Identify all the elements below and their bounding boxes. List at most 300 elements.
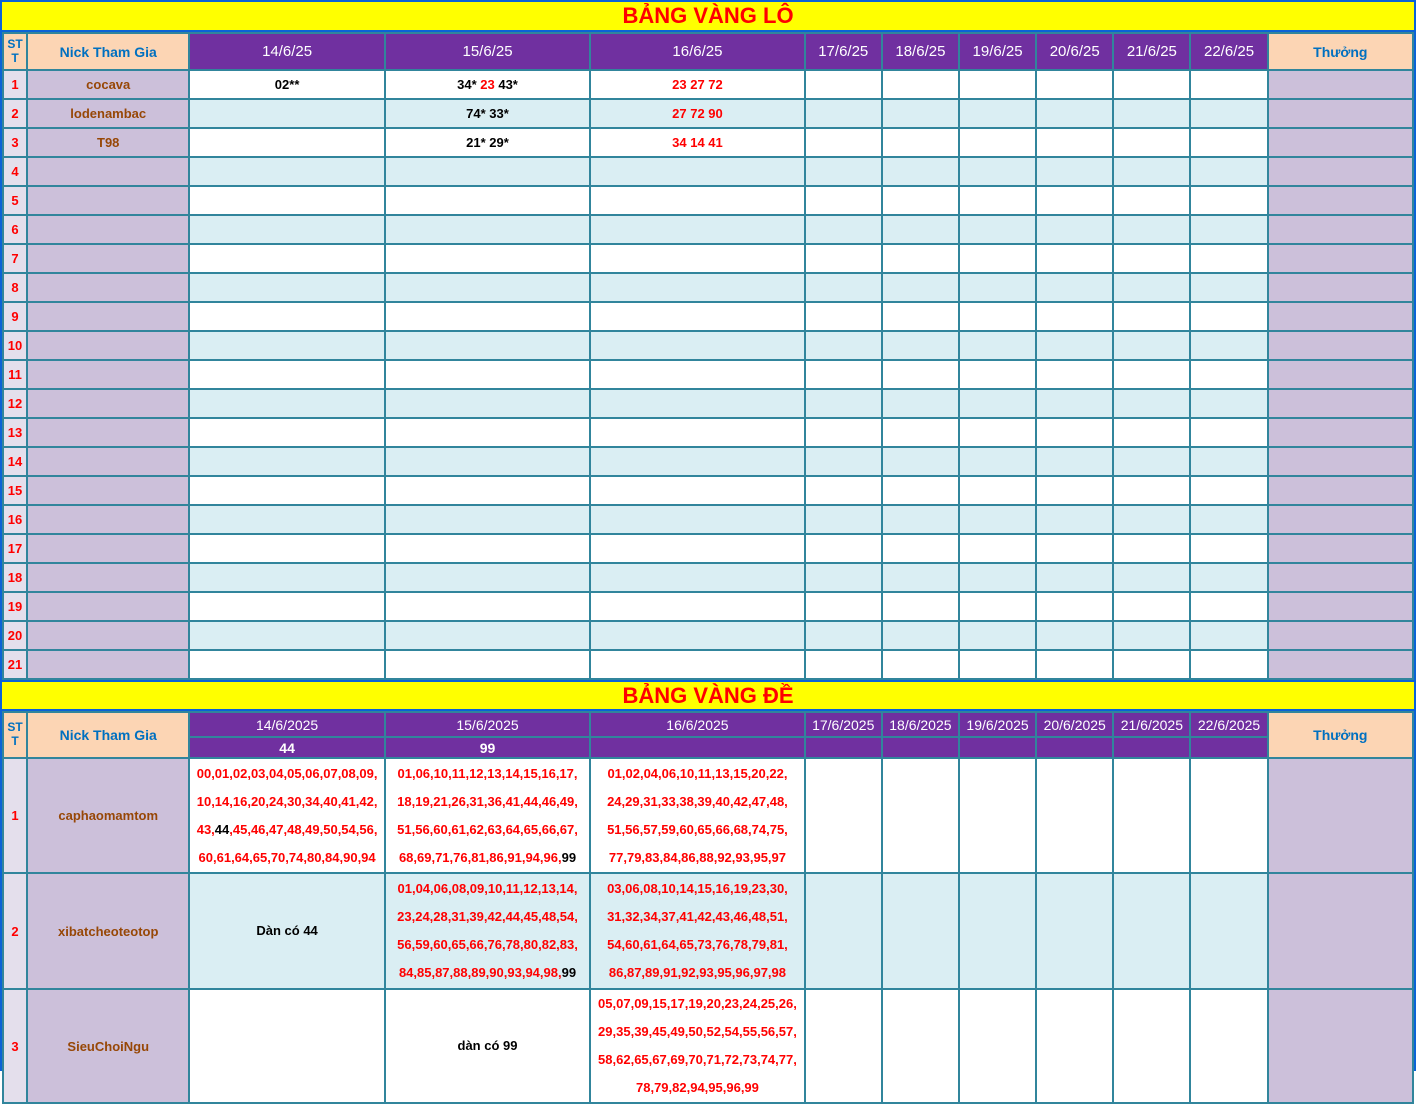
nick-cell[interactable] bbox=[27, 650, 189, 679]
date-value-cell[interactable] bbox=[882, 534, 959, 563]
nick-cell[interactable] bbox=[27, 244, 189, 273]
row-number-cell[interactable]: 20 bbox=[3, 621, 27, 650]
date-value-cell[interactable] bbox=[1190, 244, 1267, 273]
nick-cell[interactable]: SieuChoiNgu bbox=[27, 989, 189, 1103]
date-value-cell[interactable] bbox=[1036, 873, 1113, 989]
date-value-cell[interactable] bbox=[189, 505, 384, 534]
lo_table-header-date[interactable]: 19/6/25 bbox=[959, 33, 1036, 70]
date-value-cell[interactable] bbox=[1190, 592, 1267, 621]
nick-cell[interactable] bbox=[27, 215, 189, 244]
date-value-cell[interactable] bbox=[1036, 389, 1113, 418]
date-value-cell[interactable] bbox=[385, 650, 590, 679]
date-value-cell[interactable] bbox=[1190, 273, 1267, 302]
date-value-cell[interactable] bbox=[590, 563, 804, 592]
lo_table-header-date[interactable]: 16/6/25 bbox=[590, 33, 804, 70]
date-value-cell[interactable] bbox=[1036, 447, 1113, 476]
nick-cell[interactable] bbox=[27, 302, 189, 331]
date-value-cell[interactable] bbox=[882, 70, 959, 99]
de_table-subheader-cell[interactable]: 99 bbox=[385, 737, 590, 758]
reward-cell[interactable] bbox=[1268, 70, 1413, 99]
nick-cell[interactable] bbox=[27, 389, 189, 418]
reward-cell[interactable] bbox=[1268, 592, 1413, 621]
row-number-cell[interactable]: 11 bbox=[3, 360, 27, 389]
date-value-cell[interactable] bbox=[959, 758, 1036, 873]
date-value-cell[interactable] bbox=[882, 302, 959, 331]
date-value-cell[interactable] bbox=[385, 447, 590, 476]
date-value-cell[interactable] bbox=[1190, 418, 1267, 447]
date-value-cell[interactable] bbox=[385, 273, 590, 302]
date-value-cell[interactable] bbox=[1036, 758, 1113, 873]
lo-header-nick[interactable]: Nick Tham Gia bbox=[27, 33, 189, 70]
date-value-cell[interactable] bbox=[1113, 215, 1190, 244]
date-value-cell[interactable] bbox=[1113, 157, 1190, 186]
date-value-cell[interactable] bbox=[1113, 128, 1190, 157]
date-value-cell[interactable] bbox=[1036, 244, 1113, 273]
date-value-cell[interactable] bbox=[959, 302, 1036, 331]
date-value-cell[interactable] bbox=[189, 592, 384, 621]
date-value-cell[interactable] bbox=[189, 99, 384, 128]
date-value-cell[interactable] bbox=[590, 244, 804, 273]
date-value-cell[interactable] bbox=[959, 70, 1036, 99]
date-value-cell[interactable] bbox=[1190, 331, 1267, 360]
date-value-cell[interactable] bbox=[189, 534, 384, 563]
date-value-cell[interactable] bbox=[805, 505, 882, 534]
date-value-cell[interactable] bbox=[590, 157, 804, 186]
nick-cell[interactable] bbox=[27, 186, 189, 215]
date-value-cell[interactable] bbox=[1036, 215, 1113, 244]
date-value-cell[interactable] bbox=[805, 273, 882, 302]
nick-cell[interactable]: cocava bbox=[27, 70, 189, 99]
date-value-cell[interactable] bbox=[805, 128, 882, 157]
date-value-cell[interactable] bbox=[959, 476, 1036, 505]
date-value-cell[interactable] bbox=[959, 244, 1036, 273]
reward-cell[interactable] bbox=[1268, 505, 1413, 534]
date-value-cell[interactable] bbox=[805, 592, 882, 621]
lo_table-header-date[interactable]: 18/6/25 bbox=[882, 33, 959, 70]
de_table-header-date[interactable]: 14/6/2025 bbox=[189, 712, 384, 737]
date-value-cell[interactable] bbox=[385, 476, 590, 505]
date-value-cell[interactable] bbox=[882, 447, 959, 476]
lo_table-header-date[interactable]: 15/6/25 bbox=[385, 33, 590, 70]
date-value-cell[interactable] bbox=[1113, 99, 1190, 128]
date-value-cell[interactable] bbox=[805, 360, 882, 389]
date-value-cell[interactable] bbox=[1113, 186, 1190, 215]
date-value-cell[interactable] bbox=[189, 476, 384, 505]
date-value-cell[interactable] bbox=[1036, 157, 1113, 186]
date-value-cell[interactable] bbox=[1036, 418, 1113, 447]
date-value-cell[interactable] bbox=[590, 360, 804, 389]
de_table-header-date[interactable]: 20/6/2025 bbox=[1036, 712, 1113, 737]
date-value-cell[interactable] bbox=[1113, 70, 1190, 99]
date-value-cell[interactable] bbox=[590, 389, 804, 418]
row-number-cell[interactable]: 1 bbox=[3, 758, 27, 873]
reward-cell[interactable] bbox=[1268, 128, 1413, 157]
nick-cell[interactable]: caphaomamtom bbox=[27, 758, 189, 873]
date-value-cell[interactable] bbox=[590, 447, 804, 476]
de_table-subheader-cell[interactable] bbox=[805, 737, 882, 758]
date-value-cell[interactable] bbox=[1190, 302, 1267, 331]
date-value-cell[interactable] bbox=[1036, 70, 1113, 99]
date-value-cell[interactable] bbox=[1036, 505, 1113, 534]
date-value-cell[interactable] bbox=[805, 215, 882, 244]
date-value-cell[interactable] bbox=[1036, 99, 1113, 128]
date-value-cell[interactable] bbox=[1190, 621, 1267, 650]
lo_table-header-date[interactable]: 17/6/25 bbox=[805, 33, 882, 70]
date-value-cell[interactable] bbox=[385, 215, 590, 244]
date-value-cell[interactable] bbox=[590, 534, 804, 563]
date-value-cell[interactable] bbox=[959, 873, 1036, 989]
date-value-cell[interactable] bbox=[1036, 650, 1113, 679]
reward-cell[interactable] bbox=[1268, 244, 1413, 273]
date-value-cell[interactable] bbox=[1036, 592, 1113, 621]
date-value-cell[interactable] bbox=[1113, 989, 1190, 1103]
date-value-cell[interactable] bbox=[1190, 505, 1267, 534]
date-value-cell[interactable] bbox=[189, 447, 384, 476]
date-value-cell[interactable] bbox=[959, 331, 1036, 360]
date-value-cell[interactable] bbox=[1190, 989, 1267, 1103]
de_table-subheader-cell[interactable] bbox=[1036, 737, 1113, 758]
date-value-cell[interactable] bbox=[1190, 360, 1267, 389]
date-value-cell[interactable] bbox=[590, 621, 804, 650]
date-value-cell[interactable] bbox=[1113, 563, 1190, 592]
nick-cell[interactable] bbox=[27, 563, 189, 592]
date-value-cell[interactable] bbox=[1190, 563, 1267, 592]
date-value-cell[interactable] bbox=[882, 389, 959, 418]
date-value-cell[interactable] bbox=[1113, 389, 1190, 418]
date-value-cell[interactable] bbox=[590, 302, 804, 331]
date-value-cell[interactable] bbox=[590, 650, 804, 679]
date-value-cell[interactable] bbox=[1036, 128, 1113, 157]
row-number-cell[interactable]: 8 bbox=[3, 273, 27, 302]
date-value-cell[interactable] bbox=[1190, 186, 1267, 215]
date-value-cell[interactable] bbox=[1190, 758, 1267, 873]
date-value-cell[interactable] bbox=[590, 70, 804, 99]
date-value-cell[interactable] bbox=[805, 758, 882, 873]
date-value-cell[interactable] bbox=[385, 873, 590, 989]
date-value-cell[interactable] bbox=[189, 70, 384, 99]
date-value-cell[interactable] bbox=[959, 128, 1036, 157]
date-value-cell[interactable] bbox=[590, 186, 804, 215]
date-value-cell[interactable] bbox=[805, 331, 882, 360]
de_table-header-date[interactable]: 16/6/2025 bbox=[590, 712, 804, 737]
date-value-cell[interactable] bbox=[189, 215, 384, 244]
date-value-cell[interactable] bbox=[1190, 447, 1267, 476]
de-table-title[interactable]: BẢNG VÀNG ĐỀ bbox=[2, 680, 1414, 711]
nick-cell[interactable]: T98 bbox=[27, 128, 189, 157]
lo-table-title[interactable]: BẢNG VÀNG LÔ bbox=[2, 2, 1414, 32]
row-number-cell[interactable]: 1 bbox=[3, 70, 27, 99]
date-value-cell[interactable] bbox=[385, 99, 590, 128]
reward-cell[interactable] bbox=[1268, 157, 1413, 186]
row-number-cell[interactable]: 21 bbox=[3, 650, 27, 679]
date-value-cell[interactable] bbox=[385, 128, 590, 157]
row-number-cell[interactable]: 19 bbox=[3, 592, 27, 621]
date-value-cell[interactable] bbox=[590, 128, 804, 157]
de-header-reward[interactable]: Thưởng bbox=[1268, 712, 1413, 758]
date-value-cell[interactable] bbox=[882, 99, 959, 128]
row-number-cell[interactable]: 10 bbox=[3, 331, 27, 360]
date-value-cell[interactable] bbox=[590, 505, 804, 534]
date-value-cell[interactable] bbox=[385, 360, 590, 389]
date-value-cell[interactable] bbox=[1113, 418, 1190, 447]
nick-cell[interactable]: xibatcheoteotop bbox=[27, 873, 189, 989]
lo-header-stt[interactable]: STT bbox=[3, 33, 27, 70]
row-number-cell[interactable]: 12 bbox=[3, 389, 27, 418]
date-value-cell[interactable] bbox=[882, 563, 959, 592]
date-value-cell[interactable] bbox=[1036, 360, 1113, 389]
date-value-cell[interactable] bbox=[959, 273, 1036, 302]
date-value-cell[interactable] bbox=[385, 758, 590, 873]
nick-cell[interactable] bbox=[27, 592, 189, 621]
date-value-cell[interactable] bbox=[882, 505, 959, 534]
date-value-cell[interactable] bbox=[385, 989, 590, 1103]
date-value-cell[interactable] bbox=[1036, 331, 1113, 360]
date-value-cell[interactable] bbox=[590, 476, 804, 505]
date-value-cell[interactable] bbox=[805, 99, 882, 128]
date-value-cell[interactable] bbox=[189, 331, 384, 360]
nick-cell[interactable] bbox=[27, 360, 189, 389]
date-value-cell[interactable] bbox=[1190, 476, 1267, 505]
reward-cell[interactable] bbox=[1268, 302, 1413, 331]
lo_table-header-date[interactable]: 22/6/25 bbox=[1190, 33, 1267, 70]
row-number-cell[interactable]: 4 bbox=[3, 157, 27, 186]
date-value-cell[interactable] bbox=[805, 873, 882, 989]
nick-cell[interactable]: lodenambac bbox=[27, 99, 189, 128]
reward-cell[interactable] bbox=[1268, 389, 1413, 418]
de_table-subheader-cell[interactable] bbox=[959, 737, 1036, 758]
date-value-cell[interactable] bbox=[189, 621, 384, 650]
date-value-cell[interactable] bbox=[1036, 273, 1113, 302]
date-value-cell[interactable] bbox=[590, 989, 804, 1103]
date-value-cell[interactable] bbox=[1036, 186, 1113, 215]
date-value-cell[interactable] bbox=[882, 360, 959, 389]
nick-cell[interactable] bbox=[27, 476, 189, 505]
row-number-cell[interactable]: 13 bbox=[3, 418, 27, 447]
date-value-cell[interactable] bbox=[959, 418, 1036, 447]
date-value-cell[interactable] bbox=[1190, 389, 1267, 418]
date-value-cell[interactable] bbox=[805, 157, 882, 186]
date-value-cell[interactable] bbox=[882, 186, 959, 215]
reward-cell[interactable] bbox=[1268, 215, 1413, 244]
reward-cell[interactable] bbox=[1268, 563, 1413, 592]
de_table-header-date[interactable]: 21/6/2025 bbox=[1113, 712, 1190, 737]
date-value-cell[interactable] bbox=[189, 128, 384, 157]
reward-cell[interactable] bbox=[1268, 331, 1413, 360]
date-value-cell[interactable] bbox=[189, 302, 384, 331]
de_table-header-date[interactable]: 15/6/2025 bbox=[385, 712, 590, 737]
date-value-cell[interactable] bbox=[805, 650, 882, 679]
lo_table-header-date[interactable]: 20/6/25 bbox=[1036, 33, 1113, 70]
reward-cell[interactable] bbox=[1268, 621, 1413, 650]
lo_table-header-date[interactable]: 21/6/25 bbox=[1113, 33, 1190, 70]
date-value-cell[interactable] bbox=[1113, 244, 1190, 273]
reward-cell[interactable] bbox=[1268, 418, 1413, 447]
date-value-cell[interactable] bbox=[1036, 534, 1113, 563]
date-value-cell[interactable] bbox=[882, 476, 959, 505]
date-value-cell[interactable] bbox=[959, 563, 1036, 592]
row-number-cell[interactable]: 6 bbox=[3, 215, 27, 244]
date-value-cell[interactable] bbox=[189, 389, 384, 418]
date-value-cell[interactable] bbox=[189, 758, 384, 873]
nick-cell[interactable] bbox=[27, 505, 189, 534]
date-value-cell[interactable] bbox=[1036, 476, 1113, 505]
de_table-header-date[interactable]: 22/6/2025 bbox=[1190, 712, 1267, 737]
date-value-cell[interactable] bbox=[385, 70, 590, 99]
date-value-cell[interactable] bbox=[882, 273, 959, 302]
date-value-cell[interactable] bbox=[882, 157, 959, 186]
date-value-cell[interactable] bbox=[1113, 873, 1190, 989]
date-value-cell[interactable] bbox=[1113, 621, 1190, 650]
date-value-cell[interactable] bbox=[805, 302, 882, 331]
date-value-cell[interactable] bbox=[882, 418, 959, 447]
date-value-cell[interactable] bbox=[959, 505, 1036, 534]
date-value-cell[interactable] bbox=[959, 447, 1036, 476]
row-number-cell[interactable]: 2 bbox=[3, 99, 27, 128]
date-value-cell[interactable] bbox=[385, 621, 590, 650]
lo_table-header-date[interactable]: 14/6/25 bbox=[189, 33, 384, 70]
date-value-cell[interactable] bbox=[959, 592, 1036, 621]
de-header-nick[interactable]: Nick Tham Gia bbox=[27, 712, 189, 758]
date-value-cell[interactable] bbox=[189, 650, 384, 679]
date-value-cell[interactable] bbox=[385, 418, 590, 447]
date-value-cell[interactable] bbox=[1190, 873, 1267, 989]
reward-cell[interactable] bbox=[1268, 360, 1413, 389]
date-value-cell[interactable] bbox=[805, 389, 882, 418]
date-value-cell[interactable] bbox=[805, 989, 882, 1103]
nick-cell[interactable] bbox=[27, 331, 189, 360]
date-value-cell[interactable] bbox=[189, 989, 384, 1103]
date-value-cell[interactable] bbox=[385, 592, 590, 621]
date-value-cell[interactable] bbox=[882, 650, 959, 679]
de_table-subheader-cell[interactable] bbox=[590, 737, 804, 758]
date-value-cell[interactable] bbox=[1190, 157, 1267, 186]
row-number-cell[interactable]: 3 bbox=[3, 128, 27, 157]
date-value-cell[interactable] bbox=[385, 389, 590, 418]
date-value-cell[interactable] bbox=[1113, 592, 1190, 621]
nick-cell[interactable] bbox=[27, 621, 189, 650]
date-value-cell[interactable] bbox=[189, 563, 384, 592]
date-value-cell[interactable] bbox=[882, 592, 959, 621]
date-value-cell[interactable] bbox=[590, 758, 804, 873]
nick-cell[interactable] bbox=[27, 534, 189, 563]
row-number-cell[interactable]: 7 bbox=[3, 244, 27, 273]
reward-cell[interactable] bbox=[1268, 476, 1413, 505]
date-value-cell[interactable] bbox=[882, 215, 959, 244]
row-number-cell[interactable]: 9 bbox=[3, 302, 27, 331]
date-value-cell[interactable] bbox=[959, 157, 1036, 186]
reward-cell[interactable] bbox=[1268, 758, 1413, 873]
date-value-cell[interactable] bbox=[805, 534, 882, 563]
date-value-cell[interactable] bbox=[385, 157, 590, 186]
date-value-cell[interactable] bbox=[1190, 128, 1267, 157]
date-value-cell[interactable] bbox=[385, 244, 590, 273]
reward-cell[interactable] bbox=[1268, 273, 1413, 302]
nick-cell[interactable] bbox=[27, 418, 189, 447]
date-value-cell[interactable] bbox=[189, 873, 384, 989]
row-number-cell[interactable]: 2 bbox=[3, 873, 27, 989]
date-value-cell[interactable] bbox=[882, 621, 959, 650]
date-value-cell[interactable] bbox=[959, 621, 1036, 650]
de_table-subheader-cell[interactable] bbox=[1113, 737, 1190, 758]
date-value-cell[interactable] bbox=[1113, 758, 1190, 873]
date-value-cell[interactable] bbox=[1113, 534, 1190, 563]
row-number-cell[interactable]: 17 bbox=[3, 534, 27, 563]
date-value-cell[interactable] bbox=[1190, 99, 1267, 128]
date-value-cell[interactable] bbox=[189, 157, 384, 186]
date-value-cell[interactable] bbox=[959, 99, 1036, 128]
date-value-cell[interactable] bbox=[385, 534, 590, 563]
date-value-cell[interactable] bbox=[189, 418, 384, 447]
de_table-subheader-cell[interactable]: 44 bbox=[189, 737, 384, 758]
date-value-cell[interactable] bbox=[1190, 534, 1267, 563]
row-number-cell[interactable]: 18 bbox=[3, 563, 27, 592]
date-value-cell[interactable] bbox=[959, 989, 1036, 1103]
date-value-cell[interactable] bbox=[1113, 302, 1190, 331]
date-value-cell[interactable] bbox=[882, 128, 959, 157]
date-value-cell[interactable] bbox=[1113, 447, 1190, 476]
de_table-header-date[interactable]: 17/6/2025 bbox=[805, 712, 882, 737]
date-value-cell[interactable] bbox=[189, 273, 384, 302]
reward-cell[interactable] bbox=[1268, 447, 1413, 476]
de-header-stt[interactable]: STT bbox=[3, 712, 27, 758]
reward-cell[interactable] bbox=[1268, 99, 1413, 128]
date-value-cell[interactable] bbox=[590, 215, 804, 244]
row-number-cell[interactable]: 3 bbox=[3, 989, 27, 1103]
date-value-cell[interactable] bbox=[590, 873, 804, 989]
date-value-cell[interactable] bbox=[882, 873, 959, 989]
date-value-cell[interactable] bbox=[590, 99, 804, 128]
date-value-cell[interactable] bbox=[385, 302, 590, 331]
date-value-cell[interactable] bbox=[189, 186, 384, 215]
de_table-subheader-cell[interactable] bbox=[882, 737, 959, 758]
date-value-cell[interactable] bbox=[1113, 273, 1190, 302]
de_table-header-date[interactable]: 19/6/2025 bbox=[959, 712, 1036, 737]
reward-cell[interactable] bbox=[1268, 534, 1413, 563]
date-value-cell[interactable] bbox=[1190, 215, 1267, 244]
date-value-cell[interactable] bbox=[590, 273, 804, 302]
date-value-cell[interactable] bbox=[385, 186, 590, 215]
nick-cell[interactable] bbox=[27, 157, 189, 186]
row-number-cell[interactable]: 16 bbox=[3, 505, 27, 534]
date-value-cell[interactable] bbox=[1036, 989, 1113, 1103]
date-value-cell[interactable] bbox=[590, 331, 804, 360]
date-value-cell[interactable] bbox=[1036, 563, 1113, 592]
date-value-cell[interactable] bbox=[805, 621, 882, 650]
date-value-cell[interactable] bbox=[385, 505, 590, 534]
date-value-cell[interactable] bbox=[1036, 621, 1113, 650]
date-value-cell[interactable] bbox=[590, 418, 804, 447]
date-value-cell[interactable] bbox=[385, 331, 590, 360]
date-value-cell[interactable] bbox=[882, 244, 959, 273]
date-value-cell[interactable] bbox=[805, 244, 882, 273]
row-number-cell[interactable]: 14 bbox=[3, 447, 27, 476]
date-value-cell[interactable] bbox=[882, 758, 959, 873]
de_table-subheader-cell[interactable] bbox=[1190, 737, 1267, 758]
date-value-cell[interactable] bbox=[805, 70, 882, 99]
reward-cell[interactable] bbox=[1268, 873, 1413, 989]
date-value-cell[interactable] bbox=[959, 186, 1036, 215]
lo-header-reward[interactable]: Thưởng bbox=[1268, 33, 1413, 70]
reward-cell[interactable] bbox=[1268, 989, 1413, 1103]
date-value-cell[interactable] bbox=[882, 331, 959, 360]
date-value-cell[interactable] bbox=[1036, 302, 1113, 331]
date-value-cell[interactable] bbox=[805, 447, 882, 476]
date-value-cell[interactable] bbox=[959, 360, 1036, 389]
date-value-cell[interactable] bbox=[1113, 476, 1190, 505]
date-value-cell[interactable] bbox=[882, 989, 959, 1103]
nick-cell[interactable] bbox=[27, 447, 189, 476]
date-value-cell[interactable] bbox=[959, 534, 1036, 563]
